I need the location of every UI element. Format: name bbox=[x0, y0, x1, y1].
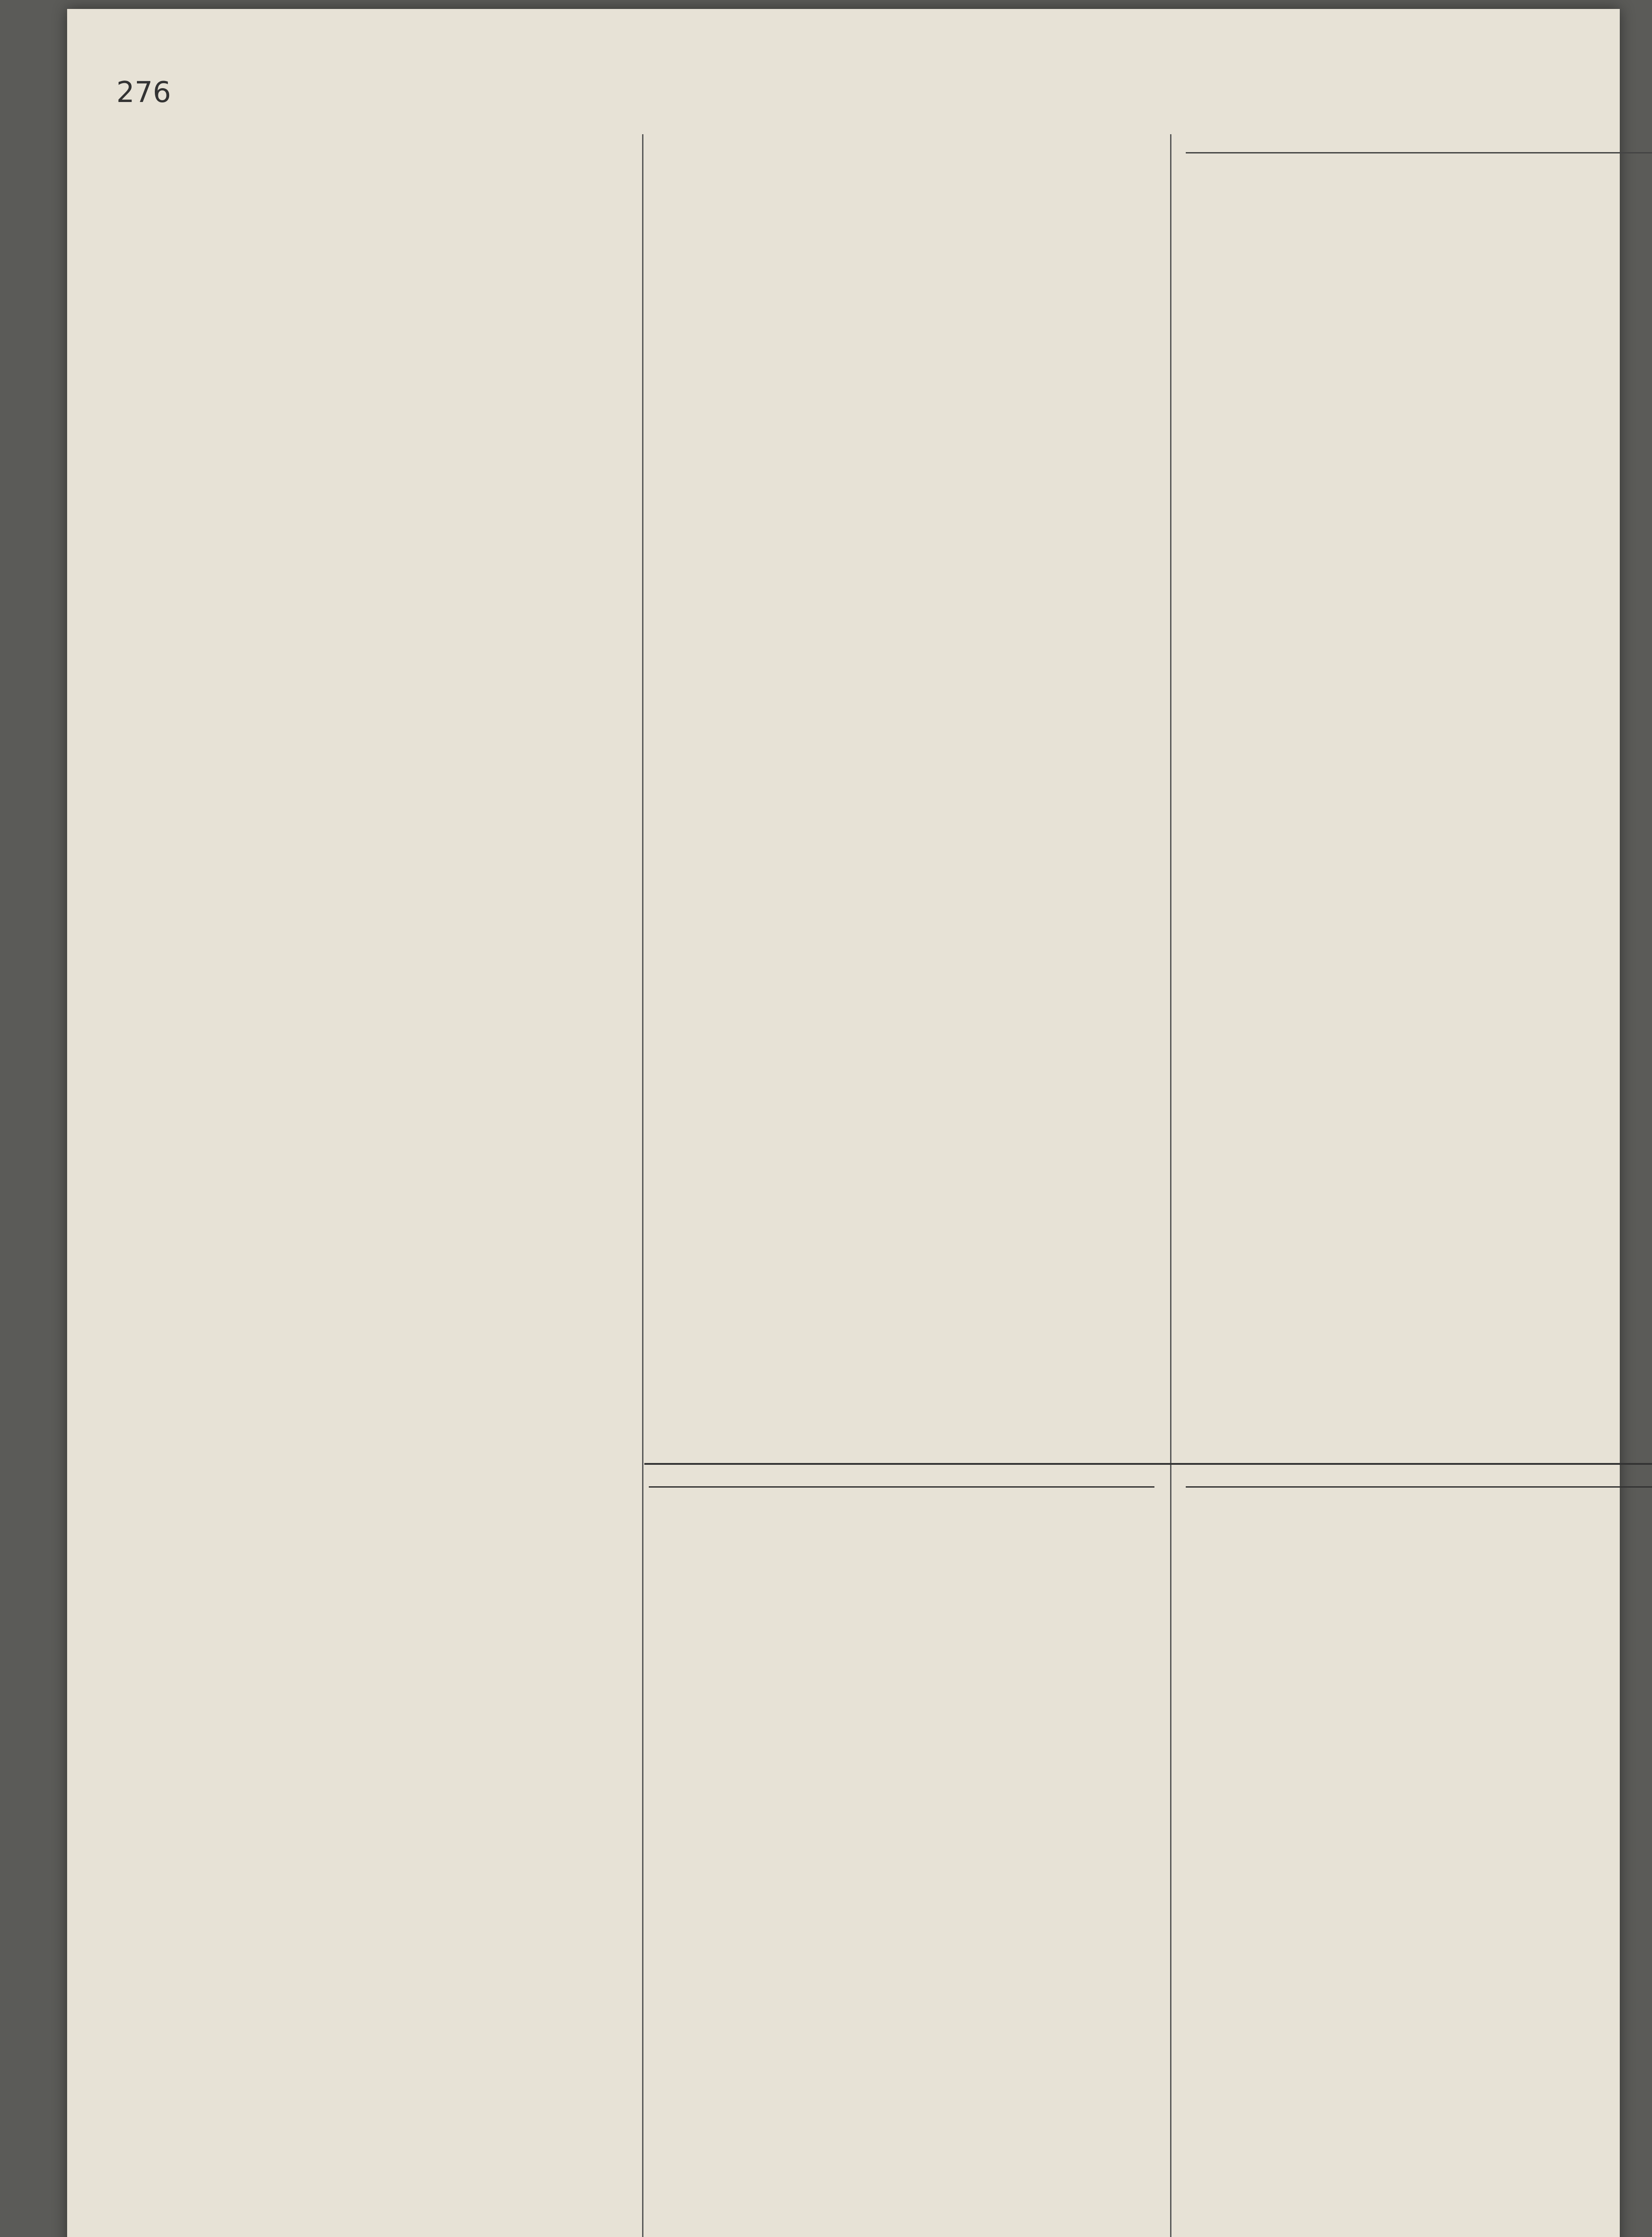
article-title bbox=[1186, 1481, 1652, 1488]
section-rule bbox=[1186, 152, 1652, 153]
column-2 bbox=[658, 134, 1154, 1441]
section-rule bbox=[644, 1463, 1652, 1465]
column-1 bbox=[177, 134, 624, 2237]
column-5 bbox=[1186, 1481, 1652, 2237]
column-4 bbox=[649, 1481, 1154, 2237]
column-3 bbox=[1186, 134, 1652, 1441]
column-divider bbox=[642, 134, 643, 2237]
page-number: 276 bbox=[116, 76, 171, 109]
newspaper-page bbox=[67, 9, 1620, 2237]
article-title bbox=[649, 1481, 1154, 1488]
column-divider bbox=[1170, 134, 1171, 2237]
